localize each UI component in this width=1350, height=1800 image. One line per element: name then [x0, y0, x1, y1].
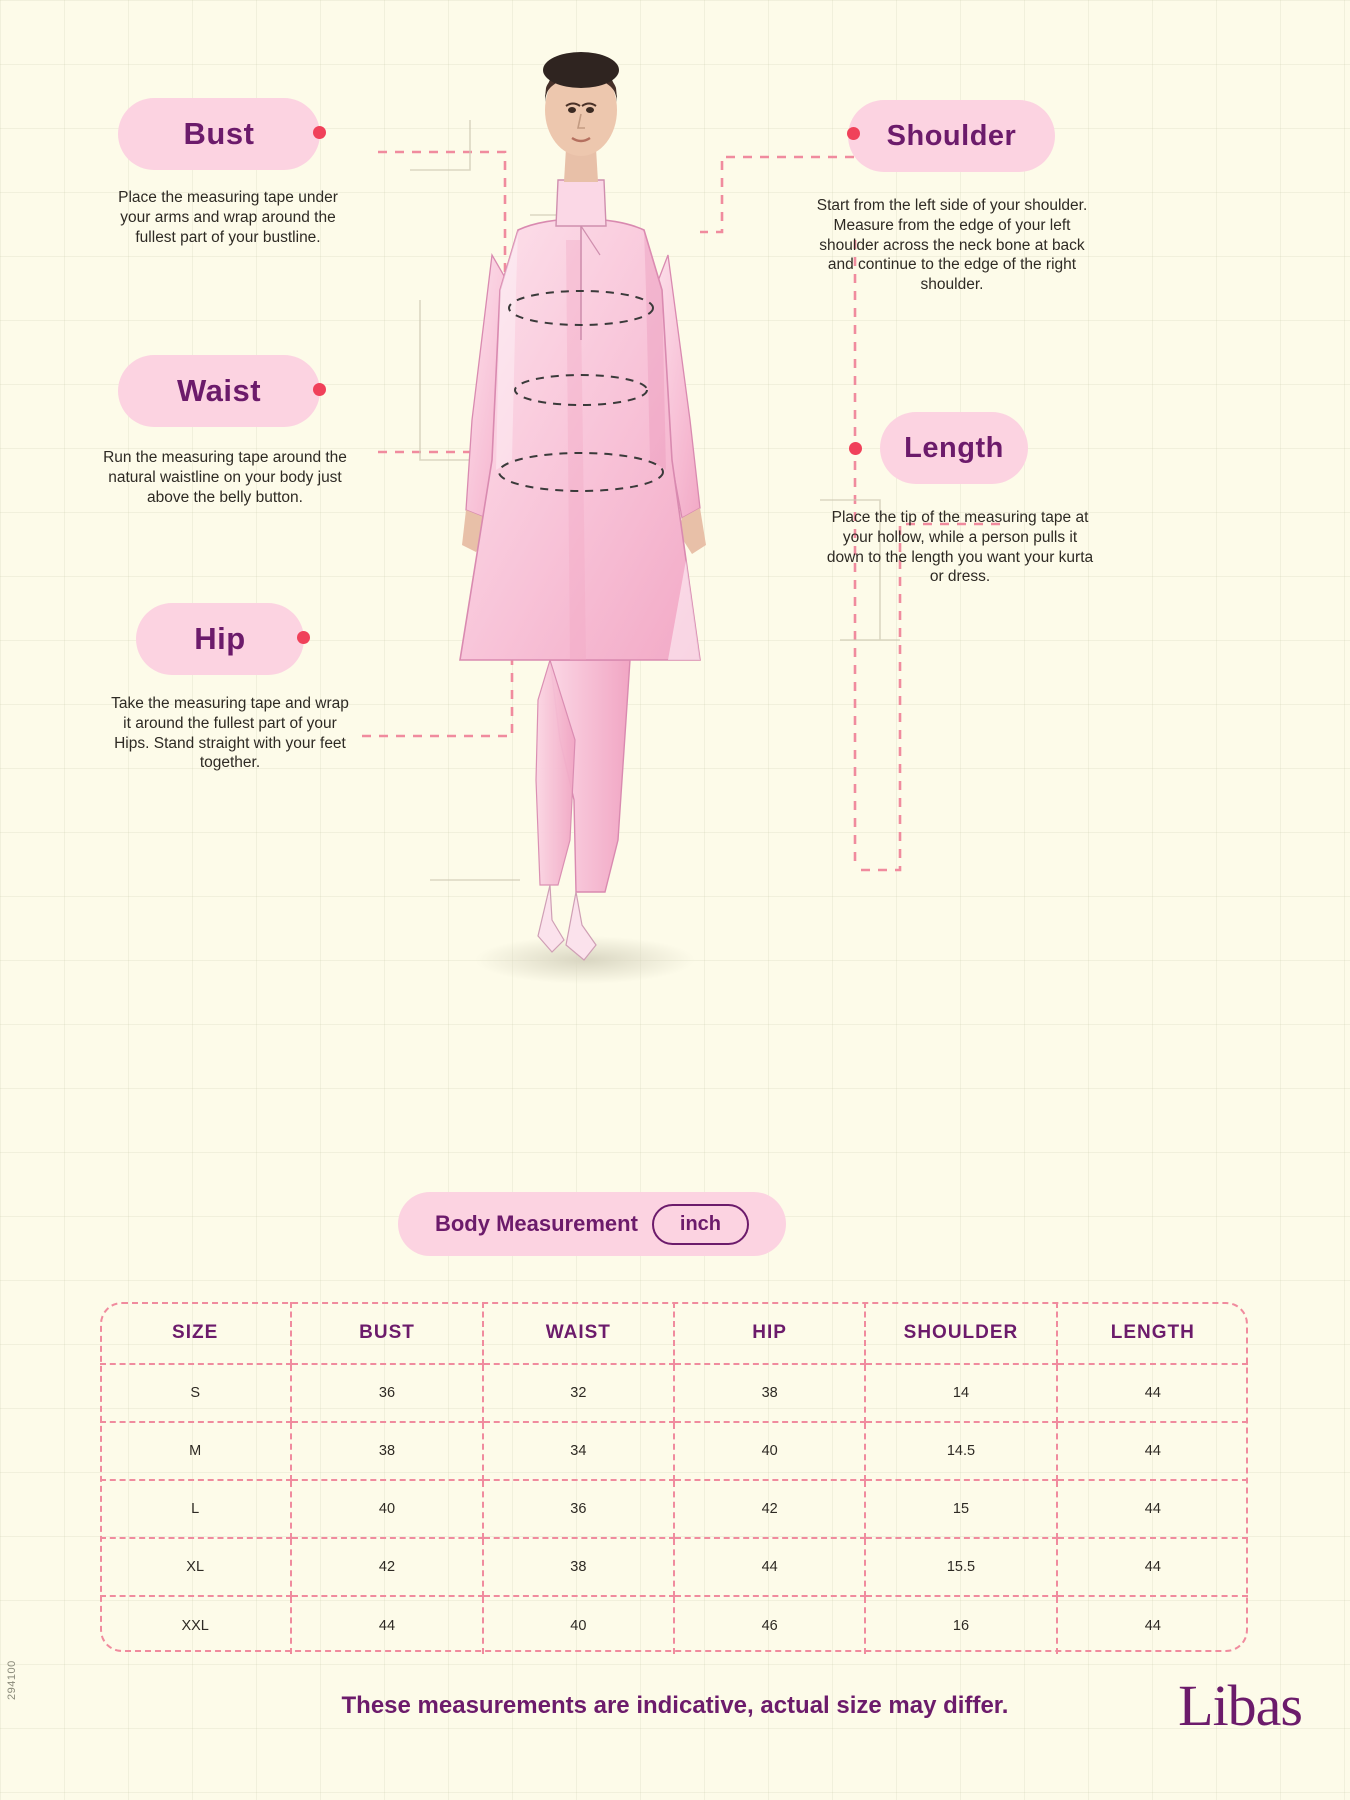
- cell-waist: 36: [483, 1480, 674, 1538]
- cell-shoulder: 14.5: [865, 1422, 1056, 1480]
- cell-length: 44: [1057, 1364, 1248, 1422]
- cell-waist: 40: [483, 1596, 674, 1654]
- table-header-row: [100, 1302, 1248, 1364]
- cell-hip: 40: [674, 1422, 865, 1480]
- cell-shoulder: 15.5: [865, 1538, 1056, 1596]
- cell-waist: 38: [483, 1538, 674, 1596]
- column-header-size: SIZE: [100, 1302, 291, 1364]
- disclaimer-text: These measurements are indicative, actual size may differ.: [341, 1692, 1009, 1719]
- cell-bust: 44: [291, 1596, 482, 1654]
- callout-pill-bust: [118, 98, 320, 170]
- cell-hip: 42: [674, 1480, 865, 1538]
- callout-description-length: Place the tip of the measuring tape at your hollow, while a person pulls it down to the length you want your kurta or dress.: [826, 509, 1094, 586]
- callout-label-waist: Waist: [176, 373, 262, 408]
- cell-hip: 44: [674, 1538, 865, 1596]
- callout-label-hip: Hip: [194, 621, 246, 656]
- cell-size: S: [100, 1364, 291, 1422]
- column-header-waist: WAIST: [483, 1302, 674, 1364]
- callout-pill-shoulder: [848, 100, 1055, 172]
- connector-dot-shoulder: [847, 127, 860, 140]
- table-row: [100, 1538, 1248, 1596]
- cell-length: 44: [1057, 1538, 1248, 1596]
- callout-description-hip: Take the measuring tape and wrap it around the fullest part of your Hips. Stand straight with your feet together.: [111, 695, 349, 772]
- cell-bust: 42: [291, 1538, 482, 1596]
- cell-bust: 38: [291, 1422, 482, 1480]
- column-header-shoulder: SHOULDER: [865, 1302, 1056, 1364]
- connector-dot-length: [849, 442, 862, 455]
- cell-hip: 46: [674, 1596, 865, 1654]
- column-header-bust: BUST: [291, 1302, 482, 1364]
- connector-dot-bust: [313, 126, 326, 139]
- brand-logo: Libas: [1178, 1673, 1302, 1738]
- callout-label-shoulder: Shoulder: [886, 119, 1017, 152]
- callout-pill-hip: [136, 603, 304, 675]
- cell-bust: 36: [291, 1364, 482, 1422]
- column-header-hip: HIP: [674, 1302, 865, 1364]
- callout-pill-length: [880, 412, 1028, 484]
- body-measurement-header: [398, 1192, 786, 1256]
- cell-size: L: [100, 1480, 291, 1538]
- table-row: [100, 1480, 1248, 1538]
- cell-length: 44: [1057, 1422, 1248, 1480]
- cell-length: 44: [1057, 1596, 1248, 1654]
- cell-shoulder: 14: [865, 1364, 1056, 1422]
- size-chart-table: [100, 1302, 1248, 1654]
- cell-waist: 32: [483, 1364, 674, 1422]
- cell-size: XL: [100, 1538, 291, 1596]
- callout-description-bust: Place the measuring tape under your arms and wrap around the fullest part of your bustline.: [118, 189, 338, 246]
- cell-bust: 40: [291, 1480, 482, 1538]
- callout-description-shoulder: Start from the left side of your shoulder. Measure from the edge of your left shoulder across the neck bone at back and continue to the edge of the right shoulder.: [816, 197, 1088, 294]
- cell-length: 44: [1057, 1480, 1248, 1538]
- callout-description-waist: Run the measuring tape around the natural waistline on your body just above the belly button.: [103, 449, 347, 506]
- column-header-length: LENGTH: [1057, 1302, 1248, 1364]
- callout-label-bust: Bust: [183, 116, 255, 151]
- connector-dot-waist: [313, 383, 326, 396]
- cell-waist: 34: [483, 1422, 674, 1480]
- cell-hip: 38: [674, 1364, 865, 1422]
- table-row: [100, 1596, 1248, 1654]
- table-row: [100, 1422, 1248, 1480]
- cell-size: M: [100, 1422, 291, 1480]
- callout-pill-waist: [118, 355, 320, 427]
- body-measurement-title: Body Measurement: [434, 1211, 638, 1236]
- unit-toggle-inch[interactable]: inch: [652, 1204, 749, 1245]
- connector-dot-hip: [297, 631, 310, 644]
- table-row: [100, 1364, 1248, 1422]
- callout-label-length: Length: [904, 431, 1004, 464]
- cell-size: XXL: [100, 1596, 291, 1654]
- cell-shoulder: 15: [865, 1480, 1056, 1538]
- side-code: 294100: [6, 1660, 18, 1700]
- cell-shoulder: 16: [865, 1596, 1056, 1654]
